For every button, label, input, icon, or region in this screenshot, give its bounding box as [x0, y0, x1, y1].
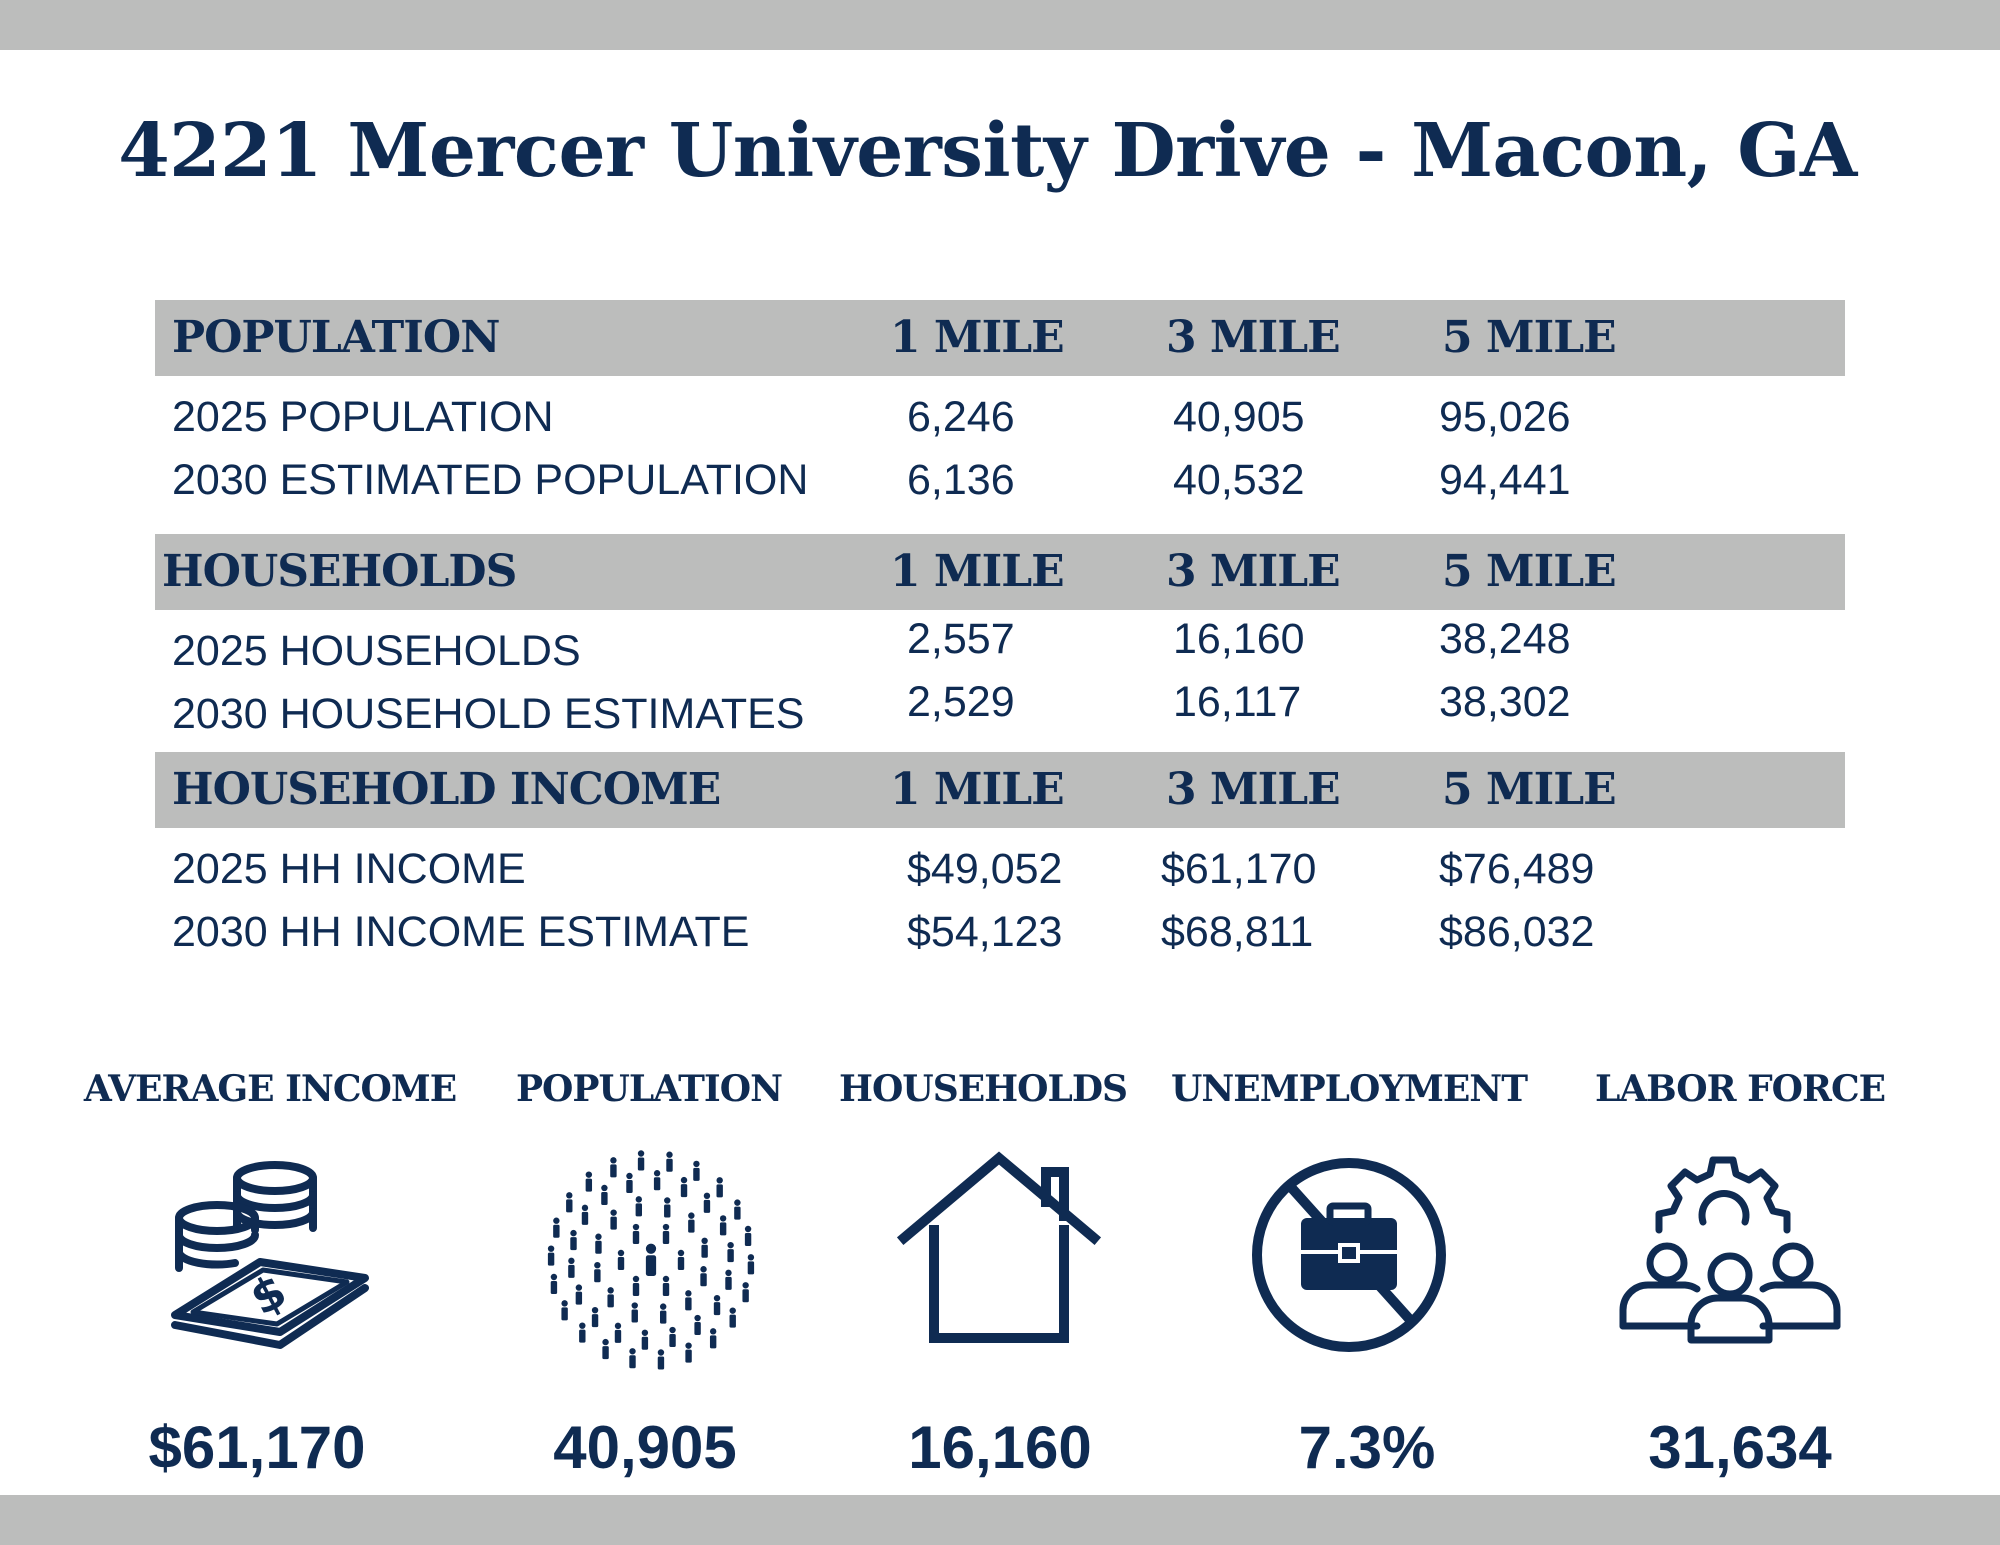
- stat-label-households: HOUSEHOLDS: [838, 1068, 1128, 1110]
- table-row: [0, 908, 2000, 958]
- column-header-3-mile: 3 MILE: [1166, 764, 1340, 815]
- row-label: 2025 HH INCOME: [172, 845, 526, 893]
- section-header-households: [155, 534, 1845, 610]
- value-1-mile: $49,052: [907, 845, 1063, 893]
- row-label: 2025 POPULATION: [172, 393, 554, 441]
- table-row: [0, 393, 2000, 443]
- value-5-mile: $76,489: [1439, 845, 1595, 893]
- stat-value-average-income: $61,170: [148, 1414, 366, 1481]
- stat-value-unemployment: 7.3%: [1298, 1414, 1436, 1481]
- value-3-mile: 40,905: [1173, 393, 1305, 441]
- stat-label-unemployment: UNEMPLOYMENT: [1170, 1068, 1527, 1110]
- value-1-mile: 6,136: [907, 456, 1015, 504]
- section-header-population: [155, 300, 1845, 376]
- value-5-mile: 38,248: [1439, 615, 1571, 663]
- section-title: POPULATION: [172, 312, 500, 363]
- column-header-1-mile: 1 MILE: [890, 546, 1064, 597]
- value-1-mile: 6,246: [907, 393, 1015, 441]
- column-header-3-mile: 3 MILE: [1166, 546, 1340, 597]
- column-header-5-mile: 5 MILE: [1442, 546, 1616, 597]
- column-header-1-mile: 1 MILE: [890, 764, 1064, 815]
- value-3-mile: 40,532: [1173, 456, 1305, 504]
- page-title: 4221 Mercer University Drive - Macon, GA: [118, 108, 1857, 194]
- bottom-band: [0, 1495, 2000, 1545]
- people-crowd-icon: [536, 1150, 766, 1370]
- column-header-1-mile: 1 MILE: [890, 312, 1064, 363]
- house-icon: [884, 1150, 1114, 1370]
- value-1-mile: $54,123: [907, 908, 1063, 956]
- section-title: HOUSEHOLD INCOME: [172, 764, 721, 815]
- top-band: [0, 0, 2000, 50]
- team-gear-icon: [1615, 1150, 1845, 1370]
- row-label: 2030 ESTIMATED POPULATION: [172, 456, 809, 504]
- svg-text:$: $: [241, 1263, 295, 1326]
- column-header-5-mile: 5 MILE: [1442, 764, 1616, 815]
- stat-value-households: 16,160: [908, 1414, 1092, 1481]
- table-row: [0, 615, 2000, 677]
- money-coins-icon: [155, 1150, 385, 1370]
- section-header-household-income: [155, 752, 1845, 828]
- row-label: 2025 HOUSEHOLDS: [172, 627, 581, 675]
- column-header-5-mile: 5 MILE: [1442, 312, 1616, 363]
- section-title: HOUSEHOLDS: [162, 546, 517, 597]
- table-row: [0, 678, 2000, 740]
- value-1-mile: 2,529: [907, 678, 1015, 726]
- value-1-mile: 2,557: [907, 615, 1015, 663]
- stat-label-average-income: AVERAGE INCOME: [83, 1068, 457, 1110]
- stat-value-population: 40,905: [553, 1414, 737, 1481]
- value-3-mile: 16,160: [1173, 615, 1305, 663]
- table-row: [0, 845, 2000, 895]
- stat-label-labor-force: LABOR FORCE: [1594, 1068, 1886, 1110]
- stat-label-population: POPULATION: [515, 1068, 783, 1110]
- value-5-mile: $86,032: [1439, 908, 1595, 956]
- value-3-mile: $68,811: [1161, 908, 1314, 956]
- value-5-mile: 38,302: [1439, 678, 1571, 726]
- row-label: 2030 HH INCOME ESTIMATE: [172, 908, 750, 956]
- row-label: 2030 HOUSEHOLD ESTIMATES: [172, 690, 805, 738]
- value-5-mile: 94,441: [1439, 456, 1571, 504]
- no-briefcase-icon: [1234, 1150, 1464, 1370]
- value-3-mile: $61,170: [1161, 845, 1317, 893]
- table-row: [0, 456, 2000, 506]
- value-3-mile: 16,117: [1173, 678, 1302, 726]
- value-5-mile: 95,026: [1439, 393, 1571, 441]
- column-header-3-mile: 3 MILE: [1166, 312, 1340, 363]
- stat-value-labor-force: 31,634: [1648, 1414, 1832, 1481]
